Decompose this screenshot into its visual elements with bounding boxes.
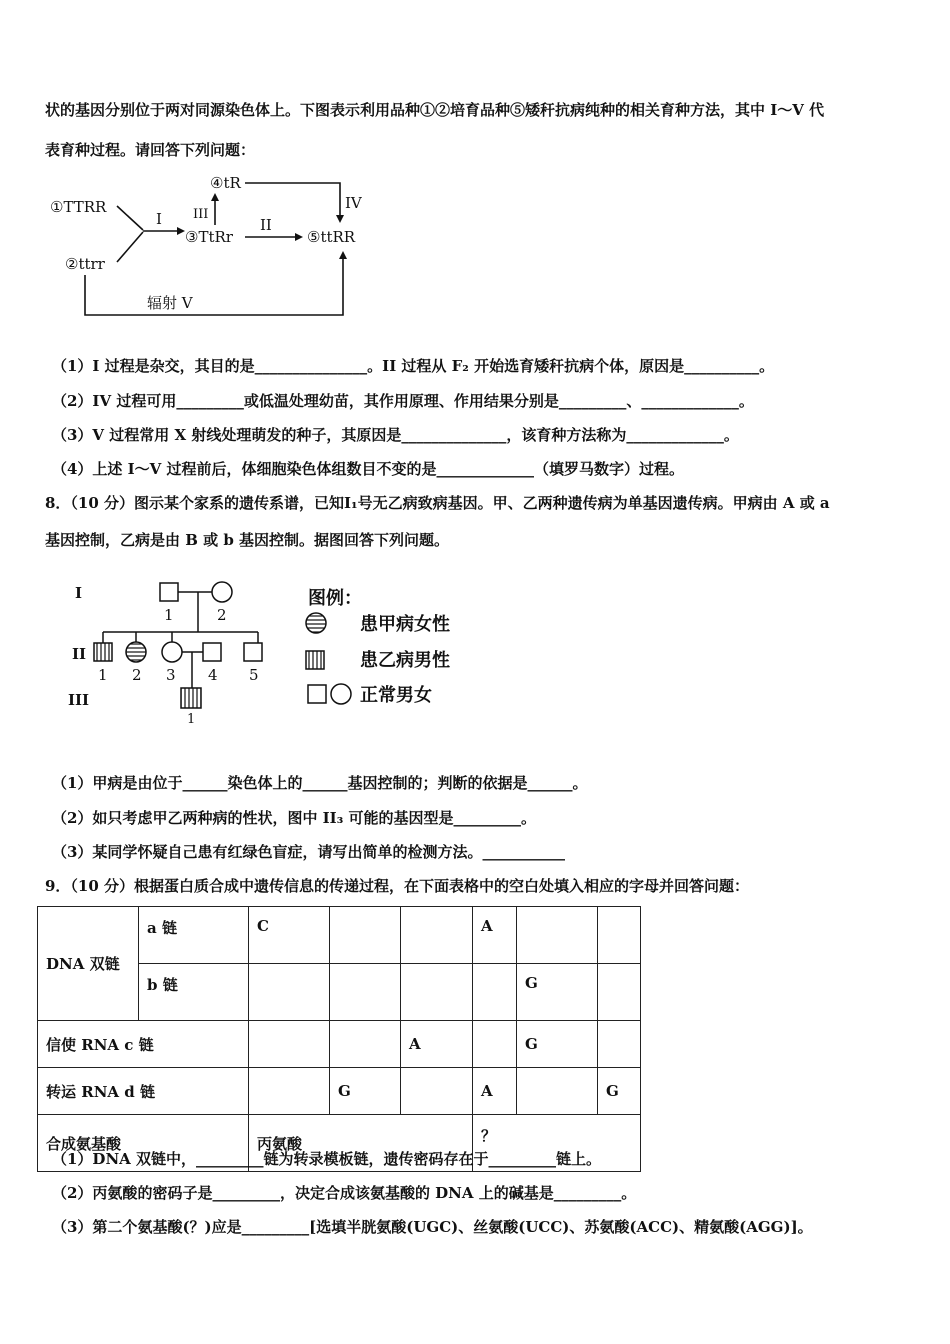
q7-answer-2: （2）IV 过程可用_________或低温处理幼苗，其作用原理、作用结果分别是_________、_____________。 xyxy=(52,392,754,410)
node-ttrr-2: ②ttrr xyxy=(65,255,105,273)
step-ii-label: II xyxy=(260,216,272,234)
ii3-number: 3 xyxy=(166,666,176,684)
ii4-number: 4 xyxy=(208,666,218,684)
legend-label-disease-b: 患乙病男性 xyxy=(360,650,450,671)
mrna-label: 信使 RNA c 链 xyxy=(38,1021,249,1068)
table-row xyxy=(38,907,641,964)
i2-female-normal xyxy=(212,582,232,602)
q8-line-1: 8．（10 分）图示某个家系的遗传系谱，已知Ⅰ₁号无乙病致病基因。甲、乙两种遗传病为单基因遗传病。甲病由 A 或 a xyxy=(45,494,830,512)
a-chain-cell-4: A xyxy=(473,907,517,964)
arrow-ii-head xyxy=(295,233,303,241)
step-v-label: 辐射 V xyxy=(147,294,193,312)
generation-iii-label: III xyxy=(68,691,90,709)
b-chain-cell-5: G xyxy=(517,964,598,1021)
ii1-male-disease-b xyxy=(94,643,112,661)
trna-cell-4: A xyxy=(473,1068,517,1115)
a-chain-label: a 链 xyxy=(139,907,249,964)
arrow-iv-head xyxy=(336,215,344,223)
legend-male-disease-b-icon xyxy=(306,651,324,669)
legend-female-disease-a-icon xyxy=(306,613,326,633)
ii4-male-normal xyxy=(203,643,221,661)
intro-line-1: 状的基因分别位于两对同源染色体上。下图表示利用品种①②培育品种⑤矮秆抗病纯种的相关育种方法，其中 I～V 代 xyxy=(45,101,825,119)
arrow-iii-head xyxy=(211,193,219,201)
intro-line-2: 表育种过程。请回答下列问题： xyxy=(45,141,256,159)
node-ttrr-3: ③TtRr xyxy=(185,228,233,246)
node-tr-4: ④tR xyxy=(210,174,241,192)
q8-line-2: 基因控制，乙病是由 B 或 b 基因控制。据图回答下列问题。 xyxy=(45,531,450,549)
mrna-cell-5: G xyxy=(517,1021,598,1068)
node-ttrr-1: ①TTRR xyxy=(50,198,107,216)
q7-answer-3: （3）V 过程常用 X 射线处理萌发的种子，其原因是______________，该育种方法称为_____________。 xyxy=(52,426,739,444)
legend-label-disease-a: 患甲病女性 xyxy=(360,614,450,635)
step-i-label: I xyxy=(156,210,162,228)
legend-male-normal-icon xyxy=(308,685,326,703)
ii5-male-normal xyxy=(244,643,262,661)
arrow-iv xyxy=(245,183,340,215)
table-row xyxy=(38,1021,641,1068)
q8-answer-2: （2）如只考虑甲乙两种病的性状，图中 II₃ 可能的基因型是_________。 xyxy=(52,809,536,827)
amino-acid-1: 丙氨酸 xyxy=(249,1115,473,1172)
step-iii-label: III xyxy=(193,207,209,222)
ii2-number: 2 xyxy=(132,666,142,684)
transcription-table xyxy=(37,906,641,1172)
legend-label-normal: 正常男女 xyxy=(360,685,432,706)
q9-answer-3: （3）第二个氨基酸(？)应是_________[选填半胱氨酸(UGC)、丝氨酸(UCC)、苏氨酸(ACC)、精氨酸(AGG)]。 xyxy=(52,1218,813,1236)
q9-answer-2: （2）丙氨酸的密码子是_________，决定合成该氨基酸的 DNA 上的碱基是_________。 xyxy=(52,1184,637,1202)
q9-line-1: 9．（10 分）根据蛋白质合成中遗传信息的传递过程，在下面表格中的空白处填入相应的字母并回答问题： xyxy=(45,877,750,895)
amino-acid-2: ？ xyxy=(473,1115,641,1172)
q8-answer-1: （1）甲病是由位于______染色体上的______基因控制的；判断的依据是______。 xyxy=(52,774,588,792)
node-ttrr-5: ⑤ttRR xyxy=(307,228,356,246)
cross-line-lower xyxy=(117,232,143,262)
table-row xyxy=(38,1068,641,1115)
mrna-cell-3: A xyxy=(401,1021,473,1068)
legend-female-normal-icon xyxy=(331,684,351,704)
q7-answer-1: （1）I 过程是杂交，其目的是_______________。II 过程从 F₂ 开始选育矮秆抗病个体，原因是__________。 xyxy=(52,357,775,375)
dna-label: DNA 双链 xyxy=(38,907,139,1021)
trna-cell-2: G xyxy=(330,1068,401,1115)
i1-male-normal xyxy=(160,583,178,601)
step-iv-label: IV xyxy=(345,194,362,212)
q8-answer-3: （3）某同学怀疑自己患有红绿色盲症，请写出简单的检测方法。___________ xyxy=(52,843,565,861)
q7-answer-4: （4）上述 I～V 过程前后，体细胞染色体组数目不变的是_____________（填罗马数字）过程。 xyxy=(52,460,685,478)
breeding-diagram xyxy=(45,170,375,320)
amino-acid-label: 合成氨基酸 xyxy=(38,1115,249,1172)
a-chain-cell-1: C xyxy=(249,907,330,964)
q9-answer-1: （1）DNA 双链中，_________链为转录模板链，遗传密码存在于_________链上。 xyxy=(52,1150,602,1168)
generation-i-label: I xyxy=(75,584,83,602)
i1-number: 1 xyxy=(164,606,174,624)
pedigree-chart xyxy=(60,575,480,725)
trna-cell-6: G xyxy=(598,1068,641,1115)
i2-number: 2 xyxy=(217,606,227,624)
cross-line-upper xyxy=(117,206,143,230)
ii1-number: 1 xyxy=(98,666,108,684)
iii1-number: 1 xyxy=(187,712,196,725)
arrow-v xyxy=(85,258,343,315)
iii1-male-disease-b xyxy=(181,688,201,708)
generation-ii-label: II xyxy=(72,645,87,663)
arrow-i-head xyxy=(177,227,185,235)
ii5-number: 5 xyxy=(249,666,259,684)
legend-title: 图例： xyxy=(308,588,362,609)
arrow-v-head xyxy=(339,251,347,259)
ii2-female-disease-a xyxy=(126,642,146,662)
trna-label: 转运 RNA d 链 xyxy=(38,1068,249,1115)
ii3-female-normal xyxy=(162,642,182,662)
b-chain-label: b 链 xyxy=(139,964,249,1021)
